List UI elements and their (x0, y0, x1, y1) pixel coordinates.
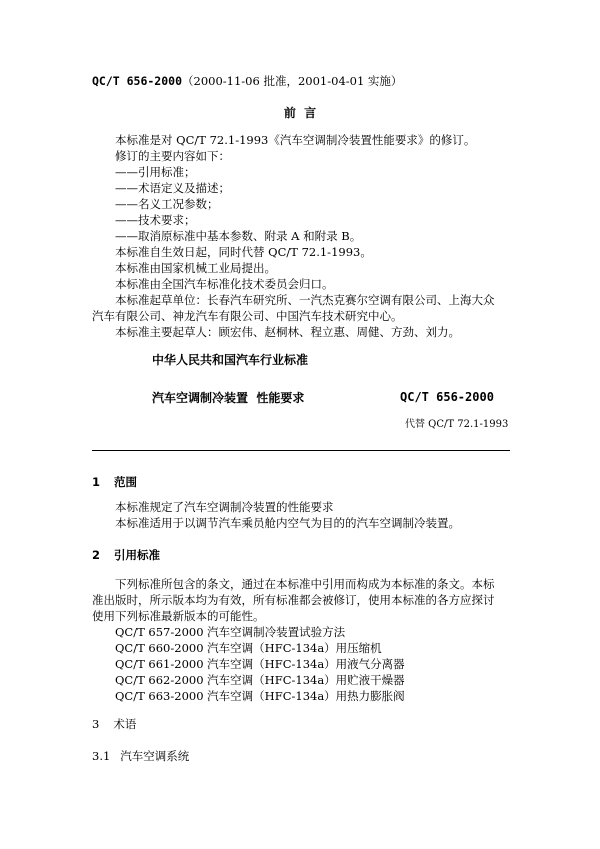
foreword-line: ——术语定义及描述； (115, 181, 230, 195)
section-number: 3 (92, 717, 100, 731)
foreword-line: 本标准由全国汽车标准化技术委员会归口。 (115, 277, 334, 291)
section-1-body (115, 499, 460, 531)
header-dates: （2000-11-06 批准，2001-04-01 实施） (182, 74, 403, 88)
standard-org: 中华人民共和国汽车行业标准 (152, 353, 309, 367)
section-title: 汽车空调系统 (120, 749, 190, 763)
section-title: 范围 (114, 475, 138, 489)
section-line: 下列标准所包含的条文，通过在本标准中引用而构成为本标准的条文。本标 (115, 577, 495, 591)
foreword-line: 本标准主要起草人：顾宏伟、赵桐林、程立惠、周健、方劲、刘力。 (115, 325, 460, 339)
section-3-1-heading (92, 748, 189, 764)
section-line: 本标准规定了汽车空调制冷装置的性能要求 (115, 500, 334, 514)
section-line: 使用下列标准最新版本的可能性。 (92, 609, 265, 623)
standard-replaces: 代替 QC/T 72.1-1993 (405, 419, 509, 430)
foreword-line: 汽车有限公司、神龙汽车有限公司、中国汽车技术研究中心。 (92, 309, 403, 323)
foreword-line: ——引用标准； (115, 165, 196, 179)
section-line: 本标准适用于以调节汽车乘员舱内空气为目的的汽车空调制冷装置。 (115, 516, 460, 530)
foreword-body (92, 132, 495, 340)
section-number: 3.1 (92, 749, 111, 763)
foreword-line: 修订的主要内容如下： (115, 149, 230, 163)
section-1-heading (92, 474, 137, 490)
foreword-line: ——名义工况参数； (115, 197, 219, 211)
reference-list (115, 624, 405, 704)
reference-item: QC/T 661-2000 汽车空调（HFC-134a）用液气分离器 (115, 657, 405, 671)
section-number: 1 (92, 475, 101, 489)
foreword-line: 本标准由国家机械工业局提出。 (115, 261, 276, 275)
reference-item: QC/T 657-2000 汽车空调制冷装置试验方法 (115, 625, 346, 639)
section-line: 准出版时，所示版本均为有效，所有标准都会被修订，使用本标准的各方应探讨 (92, 593, 495, 607)
section-3-heading (92, 716, 136, 732)
reference-item: QC/T 662-2000 汽车空调（HFC-134a）用贮液干燥器 (115, 673, 405, 687)
header-line (92, 73, 402, 89)
standard-code: QC/T 656-2000 (400, 390, 494, 404)
section-number: 2 (92, 548, 101, 562)
foreword-line: ——取消原标准中基本参数、附录 A 和附录 B。 (115, 229, 362, 243)
foreword-line: 本标准自生效日起，同时代替 QC/T 72.1-1993。 (115, 245, 372, 259)
section-title: 术语 (113, 717, 137, 731)
foreword-line: ——技术要求； (115, 213, 196, 227)
horizontal-rule (92, 450, 510, 451)
standard-title: 汽车空调制冷装置 性能要求 (152, 391, 305, 405)
reference-item: QC/T 660-2000 汽车空调（HFC-134a）用压缩机 (115, 641, 382, 655)
reference-item: QC/T 663-2000 汽车空调（HFC-134a）用热力膨胀阀 (115, 689, 405, 703)
section-2-intro (92, 576, 495, 624)
section-title: 引用标准 (114, 548, 161, 562)
foreword-line: 本标准是对 QC/T 72.1-1993《汽车空调制冷装置性能要求》的修订。 (115, 133, 476, 147)
section-2-heading (92, 547, 160, 563)
foreword-title: 前 言 (283, 106, 317, 120)
header-code: QC/T 656-2000 (92, 74, 183, 88)
foreword-line: 本标准起草单位：长春汽车研究所、一汽杰克赛尔空调有限公司、上海大众 (115, 293, 495, 307)
